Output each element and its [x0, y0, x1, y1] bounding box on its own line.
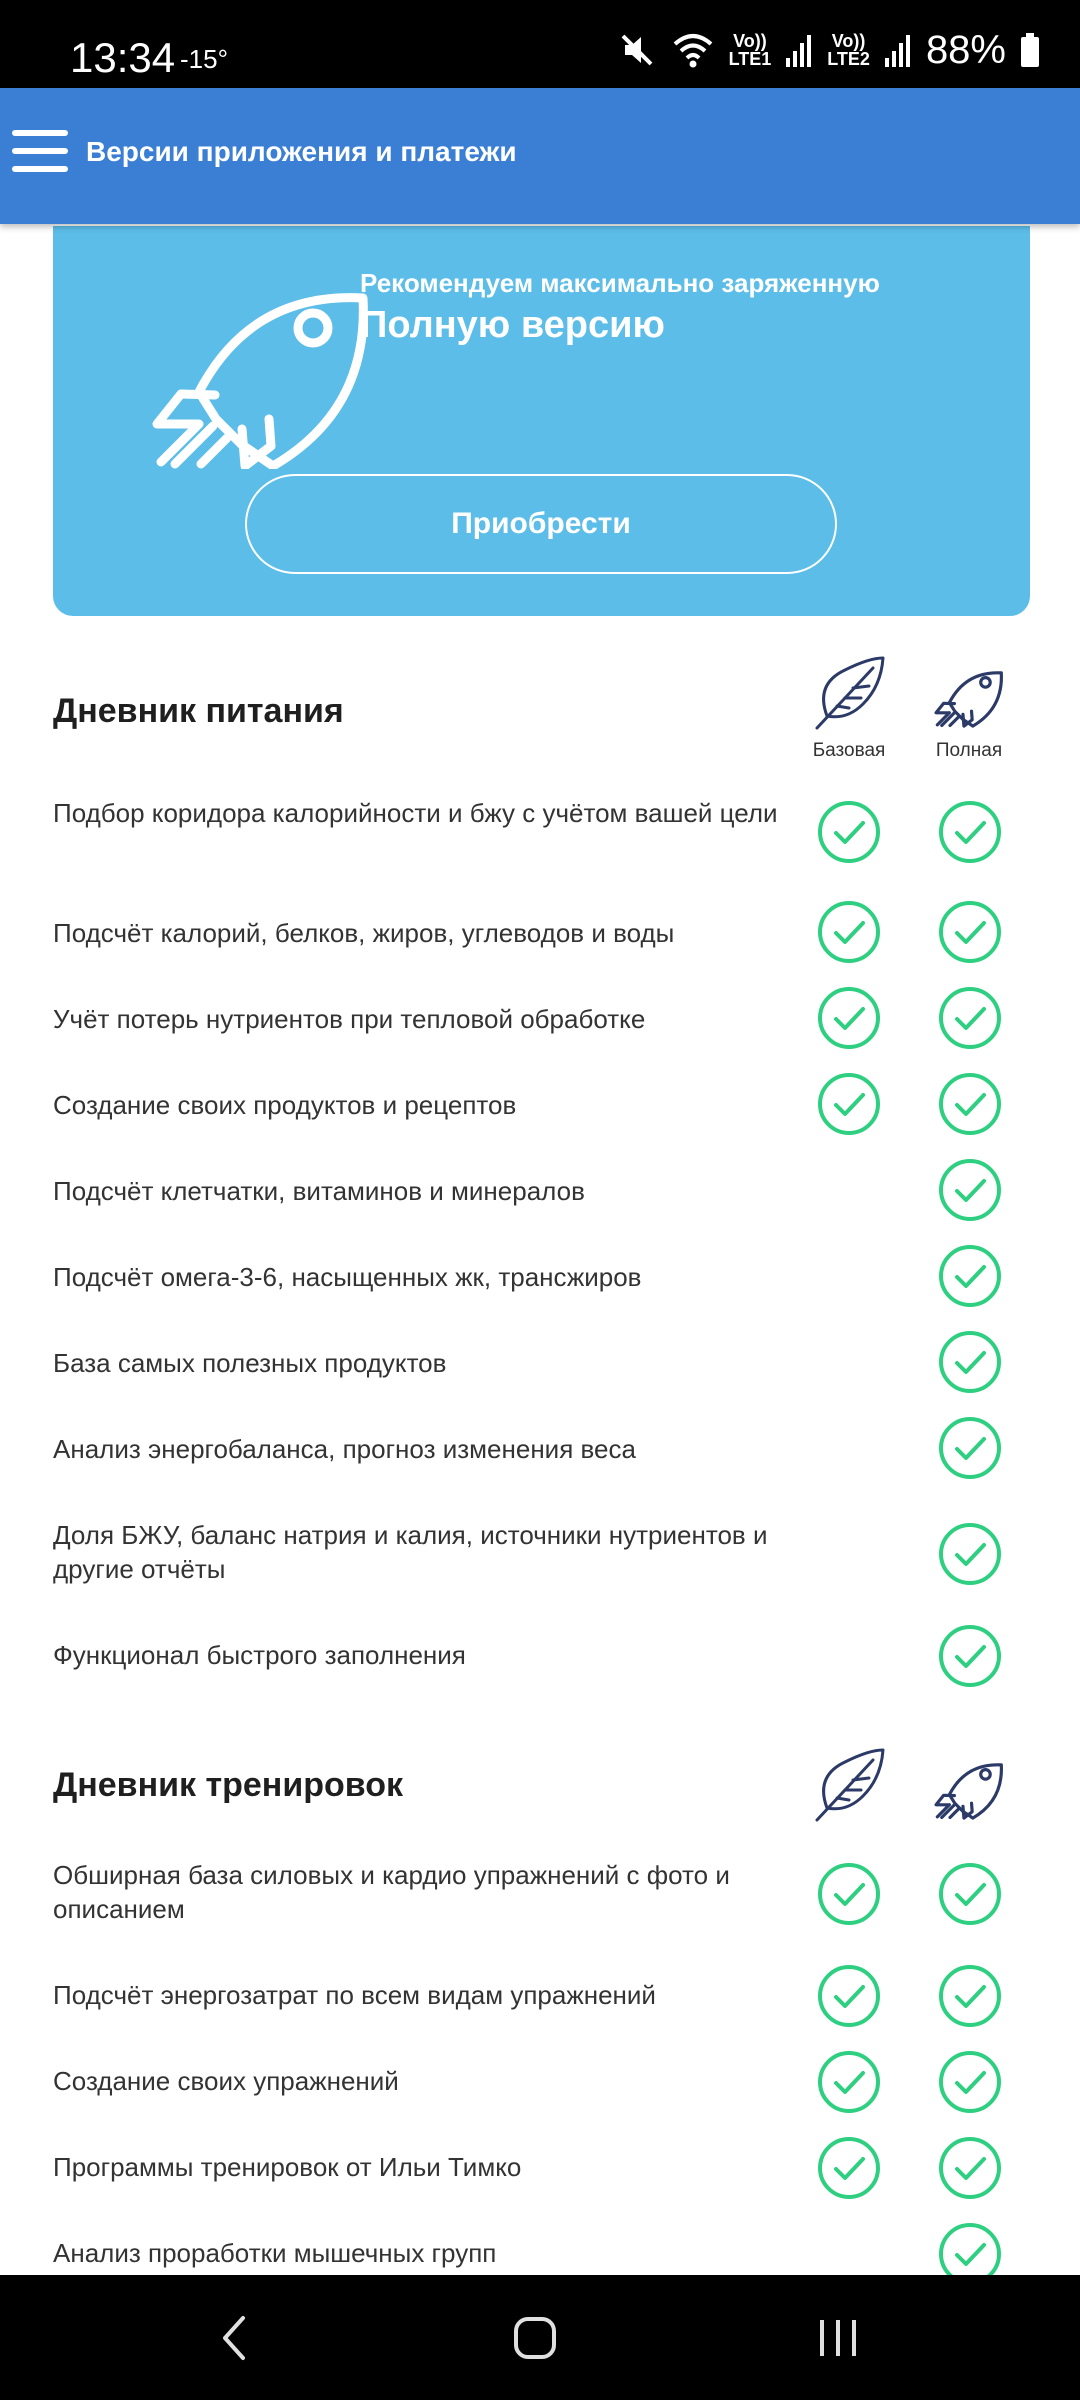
status-bar	[0, 0, 1080, 88]
feature-row-text: Подсчёт клетчатки, витаминов и минералов	[53, 1176, 585, 1206]
page-title: Версии приложения и платежи	[86, 136, 517, 167]
feature-row-text: Доля БЖУ, баланс натрия и калия, источники нутриентов и другие отчёты	[53, 1520, 768, 1584]
status-icons	[617, 28, 1040, 72]
buy-button[interactable]: Приобрести	[245, 474, 837, 574]
feature-row-text: Анализ проработки мышечных групп	[53, 2238, 497, 2268]
feature-row-text: Обширная база силовых и кардио упражнений с фото и описанием	[53, 1860, 730, 1924]
battery-icon	[1020, 32, 1040, 68]
check-icon-basic	[817, 2050, 881, 2114]
check-icon-basic	[817, 800, 881, 864]
feature-row-text: Подсчёт омега-3-6, насыщенных жк, трансжиров	[53, 1262, 642, 1292]
sim2-label: Vo)) LTE2	[827, 31, 870, 69]
check-icon-full	[938, 1330, 1002, 1394]
feature-row-text: Функционал быстрого заполнения	[53, 1640, 466, 1670]
promo-subtitle: Рекомендуем максимально заряженную	[360, 268, 880, 298]
feather-icon	[811, 654, 887, 732]
check-icon-full	[938, 800, 1002, 864]
signal-icon	[785, 32, 813, 68]
back-icon[interactable]	[154, 2275, 314, 2400]
check-icon-basic	[817, 900, 881, 964]
rocket-icon	[141, 254, 381, 469]
check-icon-full	[938, 2136, 1002, 2200]
feature-row-text: База самых полезных продуктов	[53, 1348, 447, 1378]
column-basic-label: Базовая	[812, 740, 886, 761]
home-icon[interactable]	[455, 2275, 615, 2400]
check-icon-basic	[817, 1072, 881, 1136]
check-icon-full	[938, 900, 1002, 964]
system-nav-bar	[0, 2275, 1080, 2400]
sim1-label: Vo)) LTE1	[728, 31, 772, 69]
feather-icon	[811, 1746, 887, 1824]
mute-icon	[617, 30, 657, 70]
check-icon-full	[938, 2050, 1002, 2114]
rocket-icon	[931, 654, 1007, 732]
promo-card	[53, 226, 1030, 616]
check-icon-full	[938, 1862, 1002, 1926]
feature-row-text: Подсчёт калорий, белков, жиров, углеводов и воды	[53, 918, 675, 948]
battery-percent: 88%	[925, 27, 1006, 72]
hamburger-icon[interactable]	[12, 130, 68, 180]
check-icon-full	[938, 1624, 1002, 1688]
feature-row-text: Программы тренировок от Ильи Тимко	[53, 2152, 522, 2182]
promo-title: Полную версию	[360, 304, 665, 346]
check-icon-basic	[817, 1964, 881, 2028]
check-icon-basic	[817, 2136, 881, 2200]
signal-icon	[884, 32, 912, 68]
check-icon-basic	[817, 1862, 881, 1926]
check-icon-full	[938, 1244, 1002, 1308]
check-icon-full	[938, 1158, 1002, 1222]
app-bar	[0, 88, 1080, 224]
rocket-icon	[931, 1746, 1007, 1824]
recents-icon[interactable]	[758, 2275, 918, 2400]
feature-row-text: Подсчёт энергозатрат по всем видам упражнений	[53, 1980, 656, 2010]
status-temperature: -15°	[180, 44, 228, 74]
feature-row-text: Подбор коридора калорийности и бжу с учётом вашей цели	[53, 798, 778, 828]
section-title-nutrition: Дневник питания	[53, 692, 344, 730]
check-icon-full	[938, 986, 1002, 1050]
column-full-label: Полная	[935, 740, 1003, 761]
feature-row-text: Учёт потерь нутриентов при тепловой обработке	[53, 1004, 646, 1034]
status-time: 13:34	[70, 34, 176, 81]
feature-row-text: Создание своих продуктов и рецептов	[53, 1090, 517, 1120]
wifi-icon	[671, 30, 715, 70]
check-icon-basic	[817, 986, 881, 1050]
check-icon-full	[938, 1416, 1002, 1480]
section-title-training: Дневник тренировок	[53, 1766, 404, 1804]
check-icon-full	[938, 1072, 1002, 1136]
feature-row-text: Анализ энергобаланса, прогноз изменения веса	[53, 1434, 636, 1464]
feature-row-text: Создание своих упражнений	[53, 2066, 399, 2096]
check-icon-full	[938, 1964, 1002, 2028]
check-icon-full	[938, 1522, 1002, 1586]
